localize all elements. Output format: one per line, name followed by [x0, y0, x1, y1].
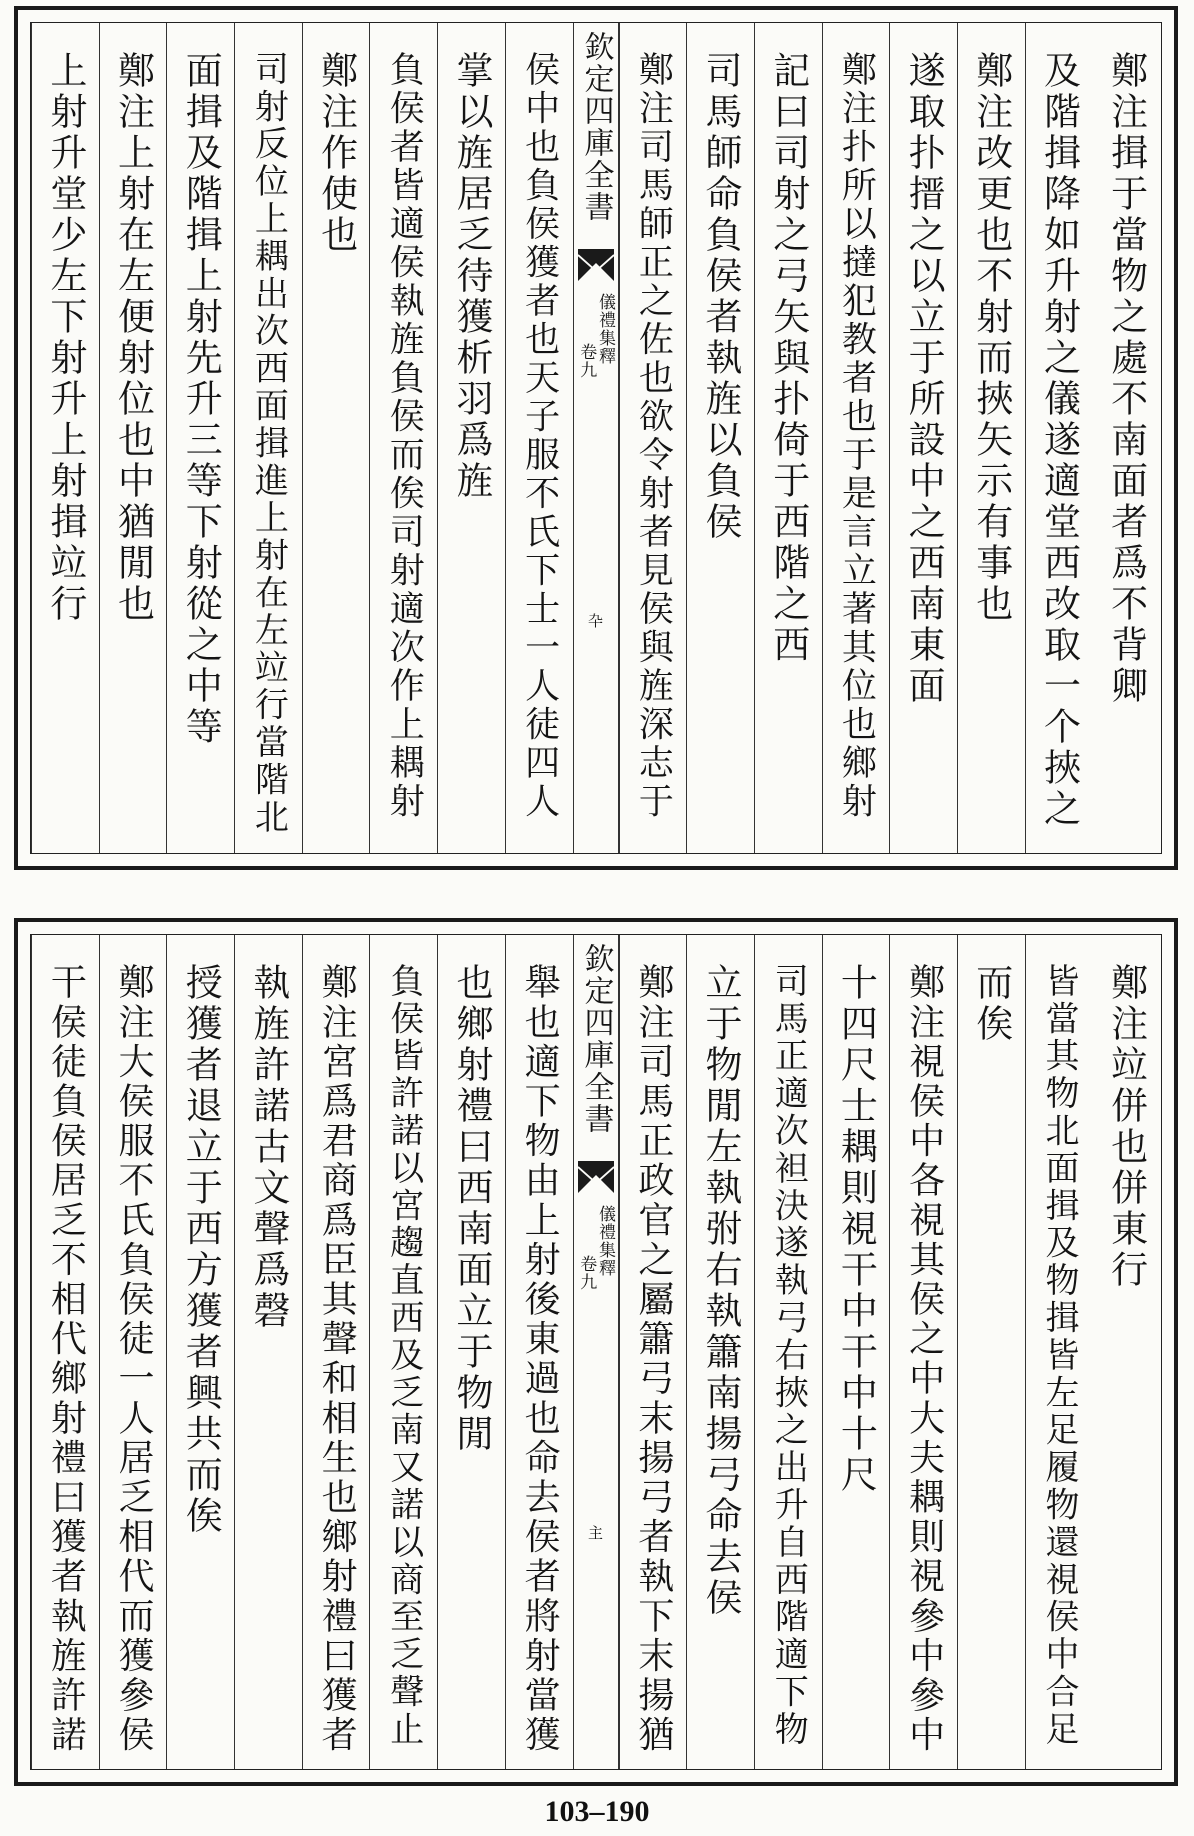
text-column	[302, 935, 370, 1769]
column-text: 鄭注大侯服不氏負侯徒一人居乏相代而獲參侯	[113, 963, 155, 1755]
column-text: 記曰司射之弓矢與扑倚于西階之西	[766, 51, 810, 666]
spine-page-number: 主	[586, 1525, 604, 1540]
column-text: 而俟	[969, 963, 1013, 1045]
column-text: 十四尺士耦則視干中干中十尺	[834, 963, 878, 1496]
column-text: 鄭注宮爲君商爲臣其聲和相生也鄉射禮曰獲者	[316, 963, 358, 1755]
text-column	[686, 935, 754, 1769]
spine-book-title: 欽定四庫全書	[578, 31, 614, 223]
text-column	[302, 23, 370, 853]
column-text: 負侯者皆適侯執旌負侯而俟司射適次作上耦射	[384, 51, 425, 821]
text-column	[99, 935, 167, 1769]
text-column	[505, 23, 573, 853]
column-text: 鄭注竝併也併東行	[1104, 963, 1148, 1291]
column-text: 執旌許諾古文聲爲磬	[246, 963, 290, 1332]
text-column	[889, 23, 957, 853]
bottom-page-frame	[30, 934, 1162, 1770]
text-column	[1025, 23, 1093, 853]
text-column	[686, 23, 754, 853]
top-page-frame	[30, 22, 1162, 854]
column-text: 掌以旌居乏待獲析羽爲旌	[449, 51, 493, 502]
spine-volume: 卷九	[576, 1255, 597, 1291]
text-column	[505, 935, 573, 1769]
column-text: 立于物閒左執弣右執簫南揚弓命去侯	[699, 963, 743, 1619]
center-spine	[573, 23, 619, 853]
column-text: 授獲者退立于西方獲者興共而俟	[179, 963, 223, 1537]
column-text: 鄭注作使也	[314, 51, 358, 256]
text-column	[822, 23, 890, 853]
spine-book-title: 欽定四庫全書	[578, 943, 614, 1135]
text-column	[1092, 935, 1160, 1769]
column-text: 鄭注司馬正政官之屬簫弓末揚弓者執下末揚猶	[632, 963, 674, 1755]
center-spine	[573, 935, 619, 1769]
text-column	[957, 935, 1025, 1769]
spine-page-number: 卆	[586, 613, 604, 628]
column-text: 上射升堂少左下射升上射揖竝行	[43, 51, 87, 625]
text-column	[369, 23, 437, 853]
column-text: 鄭注揖于當物之處不南面者爲不背卿	[1104, 51, 1148, 707]
column-text: 鄭注視侯中各視其侯之中大夫耦則視參中參中	[903, 963, 945, 1755]
spine-volume: 卷九	[576, 343, 597, 379]
text-column	[889, 935, 957, 1769]
text-column	[1025, 935, 1093, 1769]
text-column	[619, 23, 687, 853]
text-column	[166, 935, 234, 1769]
column-text: 及階揖降如升射之儀遂適堂西改取一个挾之	[1037, 51, 1081, 830]
spine-work-title: 儀禮集釋	[595, 1205, 615, 1277]
column-text: 司馬正適次袒決遂執弓右挾之出升自西階適下物	[768, 963, 809, 1749]
column-text: 也鄉射禮曰西南面立于物閒	[449, 963, 493, 1455]
text-column	[437, 935, 505, 1769]
column-text: 負侯皆許諾以宮趨直西及乏南又諾以商至乏聲止	[383, 963, 424, 1749]
fish-tail-ornament-icon	[578, 249, 614, 281]
text-column	[619, 935, 687, 1769]
text-column	[369, 935, 437, 1769]
text-column	[957, 23, 1025, 853]
column-text: 皆當其物北面揖及物揖皆左足履物還視侯中合足	[1038, 963, 1079, 1749]
column-text: 司射反位上耦出次西面揖進上射在左竝行當階北	[248, 51, 289, 837]
fish-tail-ornament-icon	[578, 1161, 614, 1193]
column-text: 遂取扑搢之以立于所設中之西南東面	[902, 51, 946, 707]
text-column	[1092, 23, 1160, 853]
column-text: 鄭注改更也不射而挾矢示有事也	[969, 51, 1013, 625]
top-page	[14, 6, 1178, 870]
bottom-page	[14, 918, 1178, 1786]
column-text: 司馬師命負侯者執旌以負侯	[699, 51, 743, 543]
footer-page-number: 103–190	[544, 1795, 650, 1828]
text-column	[31, 23, 99, 853]
text-column	[234, 935, 302, 1769]
text-column	[234, 23, 302, 853]
text-column	[31, 935, 99, 1769]
column-text: 面揖及階揖上射先升三等下射從之中等	[179, 51, 223, 748]
text-column	[754, 23, 822, 853]
text-column	[99, 23, 167, 853]
text-column	[822, 935, 890, 1769]
column-text: 舉也適下物由上射後東過也命去侯者將射當獲	[519, 963, 561, 1755]
column-text: 干侯徒負侯居乏不相代鄉射禮曰獲者執旌許諾	[45, 963, 87, 1755]
text-column	[166, 23, 234, 853]
text-column	[437, 23, 505, 853]
spine-work-title: 儀禮集釋	[595, 293, 615, 365]
text-column	[754, 935, 822, 1769]
column-text: 鄭注扑所以撻犯教者也于是言立著其位也鄉射	[836, 51, 877, 821]
column-text: 鄭注上射在左便射位也中猶閒也	[111, 51, 155, 625]
column-text: 侯中也負侯獲者也天子服不氏下士一人徒四人	[519, 51, 560, 821]
column-text: 鄭注司馬師正之佐也欲令射者見侯與旌深志于	[633, 51, 674, 821]
